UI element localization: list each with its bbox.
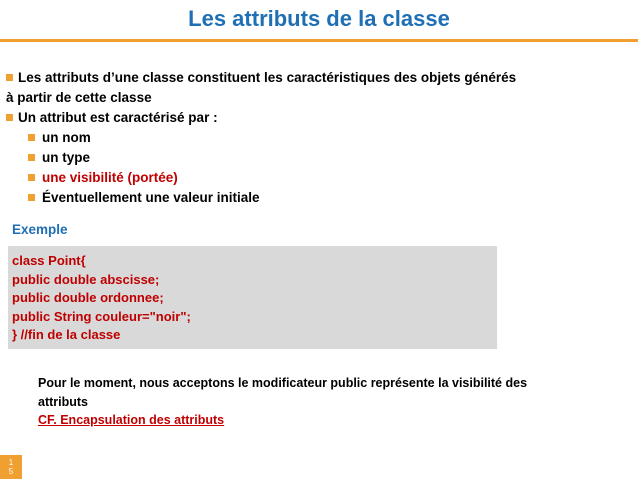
page-number-digit: 1 [8, 458, 14, 467]
bullet-text: Les attributs d’une classe constituent les caractéristiques des objets générés [18, 70, 517, 85]
square-bullet-icon [6, 74, 13, 81]
code-line: public String couleur="noir"; [12, 308, 191, 324]
sub-bullet-item [6, 148, 626, 168]
sub-bullet-item [6, 128, 626, 148]
exemple-heading: Exemple [12, 222, 68, 237]
bullet-item [6, 68, 626, 88]
sub-bullet-item-highlighted [6, 168, 626, 188]
square-bullet-icon [28, 194, 35, 201]
sub-bullet-text: un nom [42, 130, 91, 145]
page-number-badge [0, 455, 22, 479]
bullet-list [6, 68, 626, 208]
sub-bullet-text: une visibilité (portée) [42, 170, 178, 185]
code-line: } //fin de la classe [12, 327, 121, 342]
sub-bullet-item [6, 188, 626, 208]
title-divider [0, 39, 638, 42]
code-line: public double abscisse; [12, 271, 160, 287]
encapsulation-link[interactable]: CF. Encapsulation des attributs [38, 413, 225, 427]
code-line: class Point{ [12, 253, 86, 268]
sub-bullet-text: Éventuellement une valeur initiale [42, 190, 260, 205]
square-bullet-icon [6, 114, 13, 121]
code-block [12, 252, 191, 345]
code-example-box [8, 246, 497, 349]
square-bullet-icon [28, 174, 35, 181]
bullet-continuation: à partir de cette classe [6, 90, 152, 105]
sub-bullet-text: un type [42, 150, 91, 165]
bullet-item [6, 108, 626, 128]
square-bullet-icon [28, 154, 35, 161]
note-paragraph [38, 374, 598, 430]
code-line: public double ordonnee; [12, 290, 164, 305]
page-number-digit: 5 [8, 467, 14, 476]
square-bullet-icon [28, 134, 35, 141]
note-text: Pour le moment, nous acceptons le modificateur public représente la visibilité des [38, 376, 528, 390]
bullet-text: Un attribut est caractérisé par : [18, 110, 218, 125]
slide-title: Les attributs de la classe [188, 6, 450, 31]
note-text: attributs [38, 394, 88, 409]
